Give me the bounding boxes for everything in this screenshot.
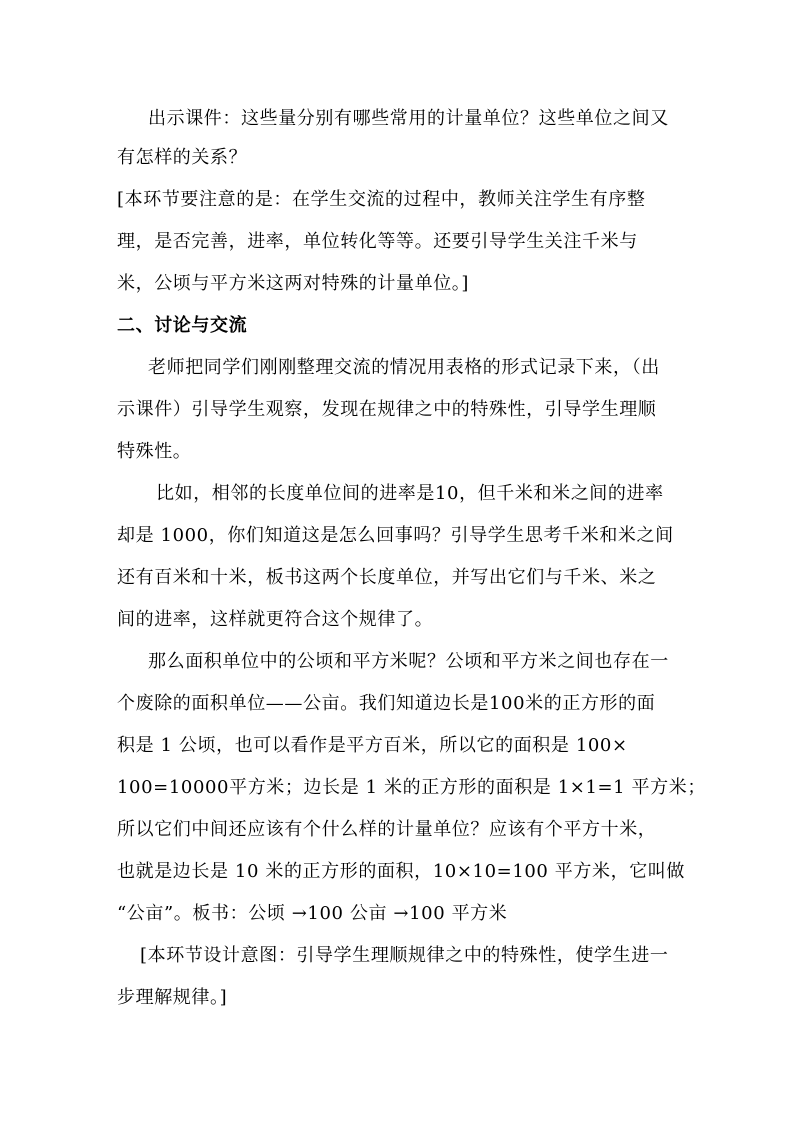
paragraph-3-line-3: 特殊性。 [117, 441, 192, 462]
paragraph-2-line-1: [本环节要注意的是：在学生交流的过程中，教师关注学生有序整 [117, 189, 646, 210]
paragraph-5-line-2: 个废除的面积单位——公亩。我们知道边长是100米的正方形的面 [117, 693, 656, 714]
paragraph-1-line-1: 出示课件：这些量分别有哪些常用的计量单位？这些单位之间又 [148, 108, 669, 129]
paragraph-5-line-6: 也就是边长是 10 米的正方形的面积，10×10=100 平方米，它叫做 [117, 861, 685, 882]
paragraph-5-line-1: 那么面积单位中的公顷和平方米呢？公顷和平方米之间也存在一 [148, 651, 669, 672]
paragraph-4-line-1: 比如，相邻的长度单位间的进率是10，但千米和米之间的进率 [156, 483, 664, 504]
paragraph-1-line-2: 有怎样的关系？ [117, 147, 248, 168]
paragraph-6-line-1: [本环节设计意图：引导学生理顺规律之中的特殊性，使学生进一 [140, 945, 669, 966]
paragraph-4-line-2: 却是 1000，你们知道这是怎么回事吗？引导学生思考千米和米之间 [117, 525, 674, 546]
paragraph-4-line-3: 还有百米和十米，板书这两个长度单位，并写出它们与千米、米之 [117, 567, 657, 588]
section-heading: 二、讨论与交流 [117, 315, 248, 336]
paragraph-5-line-5: 所以它们中间还应该有个什么样的计量单位？应该有个平方十米， [117, 819, 657, 840]
paragraph-5-line-7: “公亩”。板书：公顷 →100 公亩 →100 平方米 [117, 903, 508, 924]
paragraph-3-line-2: 示课件）引导学生观察，发现在规律之中的特殊性，引导学生理顺 [117, 399, 657, 420]
paragraph-3-line-1: 老师把同学们刚刚整理交流的情况用表格的形式记录下来，（出 [148, 357, 660, 378]
paragraph-6-line-2: 步理解规律。] [117, 987, 228, 1008]
paragraph-5-line-3: 积是 1 公顷，也可以看作是平方百米，所以它的面积是 100× [117, 735, 628, 756]
paragraph-2-line-3: 米，公顷与平方米这两对特殊的计量单位。] [117, 273, 470, 294]
paragraph-5-line-4: 100=10000平方米；边长是 1 米的正方形的面积是 1×1=1 平方米； [117, 777, 706, 798]
paragraph-4-line-4: 间的进率，这样就更符合这个规律了。 [117, 609, 434, 630]
paragraph-2-line-2: 理，是否完善，进率，单位转化等等。还要引导学生关注千米与 [117, 231, 638, 252]
